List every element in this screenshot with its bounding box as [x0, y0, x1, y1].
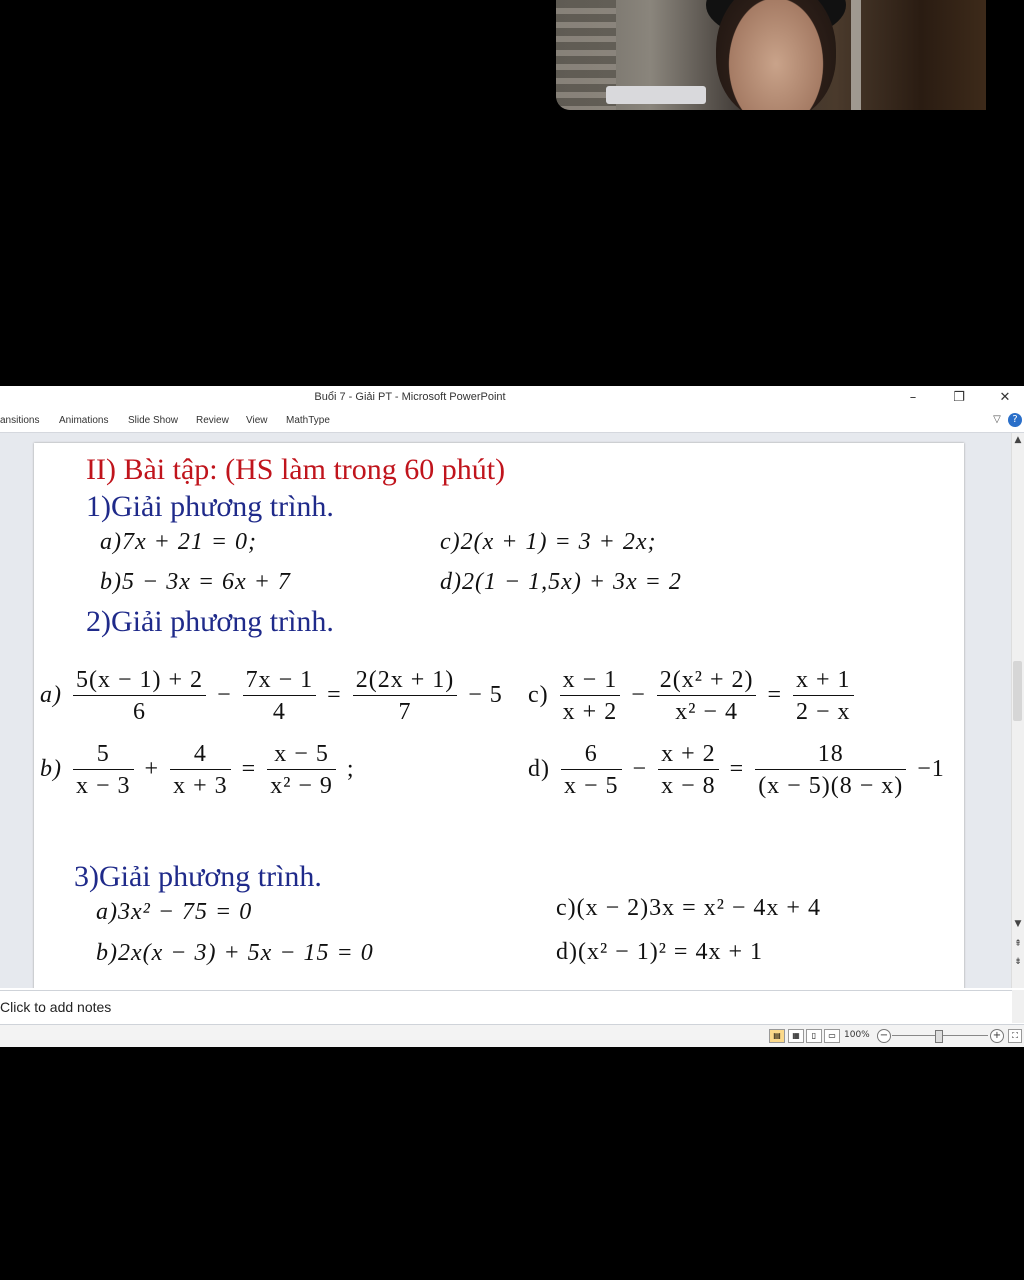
equation-3b [96, 940, 374, 967]
equation-2a-label: a) [40, 682, 62, 709]
equation-3c [556, 895, 821, 922]
tab-transitions[interactable]: ansitions [0, 415, 40, 426]
denominator: x + 2 [562, 699, 618, 725]
denominator: (x − 5)(8 − x) [758, 773, 904, 799]
operator: − [631, 682, 646, 709]
equation-1d [440, 569, 682, 596]
zoom-slider-thumb[interactable] [935, 1030, 943, 1043]
fraction [243, 665, 317, 728]
denominator: x + 3 [173, 773, 228, 799]
numerator: 5 [73, 739, 134, 770]
equation-3b-text: b)2x(x − 3) + 5x − 15 = 0 [96, 940, 374, 966]
notes-pane[interactable] [0, 990, 1012, 1024]
denominator: 2 − x [796, 699, 851, 725]
close-button[interactable]: ✕ [999, 390, 1011, 405]
fraction [755, 739, 906, 802]
scroll-thumb[interactable] [1013, 661, 1022, 721]
tab-animations[interactable]: Animations [59, 415, 109, 426]
numerator: x + 1 [793, 665, 854, 696]
section-3-title: 3)Giải phương trình. [74, 860, 322, 893]
notes-scrollbar[interactable] [1012, 990, 1024, 1023]
slideshow-view-button[interactable]: ▭ [824, 1029, 840, 1043]
equation-2b [40, 739, 355, 802]
equals-sign: = [729, 756, 745, 783]
operator: + [144, 756, 160, 783]
fraction [73, 739, 134, 802]
help-icon[interactable]: ? [1008, 413, 1022, 427]
denominator: x − 3 [76, 773, 131, 799]
zoom-in-button[interactable]: + [990, 1029, 1004, 1043]
fraction [267, 739, 336, 802]
ribbon-collapse-icon[interactable]: ▽ [993, 414, 1001, 425]
equation-3c-text: c)(x − 2)3x = x² − 4x + 4 [556, 895, 821, 921]
notes-placeholder: Click to add notes [0, 999, 112, 1015]
fraction [353, 665, 458, 728]
ribbon-tabs [0, 410, 1024, 433]
next-slide-icon[interactable]: ⇟ [1014, 957, 1022, 967]
operator: − 5 [468, 682, 503, 709]
minimize-button[interactable]: – [909, 390, 917, 405]
zoom-out-button[interactable]: − [877, 1029, 891, 1043]
fraction [657, 665, 757, 728]
section-2-title: 2)Giải phương trình. [86, 605, 334, 638]
tab-review[interactable]: Review [196, 415, 229, 426]
equation-2d-label: d) [528, 756, 550, 783]
previous-slide-icon[interactable]: ⇞ [1014, 939, 1022, 949]
denominator: 7 [398, 699, 412, 725]
fraction [560, 665, 621, 728]
slide-workarea [0, 433, 1012, 988]
presenter-face [716, 0, 836, 110]
tab-mathtype[interactable]: MathType [286, 415, 330, 426]
fraction [793, 665, 854, 728]
equals-sign: = [767, 682, 783, 709]
webcam-background-pillar [851, 0, 861, 110]
operator: − [632, 756, 648, 783]
operator: − [217, 682, 232, 709]
numerator: 2(x² + 2) [657, 665, 757, 696]
numerator: 5(x − 1) + 2 [73, 665, 206, 696]
denominator: x² − 4 [675, 699, 738, 725]
ribbon-controls [993, 413, 1022, 427]
numerator: x − 5 [267, 739, 336, 770]
numerator: x − 1 [560, 665, 621, 696]
equation-2d [528, 739, 945, 802]
scroll-down-icon[interactable]: ▼ [1014, 919, 1022, 929]
slide-heading: II) Bài tập: (HS làm trong 60 phút) [86, 453, 506, 486]
equation-1a [100, 529, 257, 556]
denominator: 4 [272, 699, 286, 725]
denominator: 6 [133, 699, 147, 725]
title-bar [0, 386, 1024, 410]
restore-button[interactable]: ❐ [953, 390, 965, 405]
tab-view[interactable]: View [246, 415, 268, 426]
numerator: 6 [561, 739, 622, 770]
numerator: 4 [170, 739, 231, 770]
equation-2b-label: b) [40, 756, 62, 783]
equation-3d-text: d)(x² − 1)² = 4x + 1 [556, 939, 763, 965]
webcam-overlay [556, 0, 986, 110]
fraction [561, 739, 622, 802]
zoom-level[interactable]: 100% [844, 1030, 870, 1040]
equation-2c [528, 665, 858, 728]
equation-1b-text: b)5 − 3x = 6x + 7 [100, 569, 291, 595]
reading-view-button[interactable]: ▯ [806, 1029, 822, 1043]
fraction [658, 739, 719, 802]
equation-1c [440, 529, 657, 556]
numerator: 18 [755, 739, 906, 770]
equation-3d [556, 939, 763, 966]
equation-3a [96, 899, 252, 926]
numerator: x + 2 [658, 739, 719, 770]
equation-3a-text: a)3x² − 75 = 0 [96, 899, 253, 925]
operator: ; [346, 756, 355, 783]
scroll-up-icon[interactable]: ▲ [1014, 435, 1022, 445]
equation-2a [40, 665, 503, 728]
normal-view-button[interactable]: ▤ [769, 1029, 785, 1043]
equals-sign: = [327, 682, 342, 709]
equation-1b [100, 569, 291, 596]
equation-2c-label: c) [528, 682, 549, 709]
denominator: x² − 9 [270, 773, 333, 799]
slide-sorter-view-button[interactable]: ▦ [788, 1029, 804, 1043]
numerator: 2(2x + 1) [353, 665, 458, 696]
equation-1d-text: d)2(1 − 1,5x) + 3x = 2 [440, 569, 682, 595]
section-1-title: 1)Giải phương trình. [86, 490, 334, 523]
equals-sign: = [241, 756, 257, 783]
slide-canvas[interactable] [34, 443, 964, 988]
tab-slide-show[interactable]: Slide Show [128, 415, 179, 426]
status-bar [0, 1024, 1024, 1047]
equation-1a-text: a)7x + 21 = 0; [100, 529, 258, 555]
powerpoint-window [0, 386, 1024, 1046]
window-title: Buổi 7 - Giải PT - Microsoft PowerPoint [314, 391, 506, 403]
fraction [73, 665, 206, 728]
fraction [170, 739, 231, 802]
vertical-scrollbar[interactable] [1011, 433, 1024, 988]
fit-to-window-button[interactable]: ⛶ [1008, 1029, 1022, 1043]
numerator: 7x − 1 [243, 665, 317, 696]
webcam-device [606, 86, 706, 104]
operator: −1 [917, 756, 945, 783]
equation-1c-text: c)2(x + 1) = 3 + 2x; [440, 529, 657, 555]
denominator: x − 8 [661, 773, 716, 799]
denominator: x − 5 [564, 773, 619, 799]
